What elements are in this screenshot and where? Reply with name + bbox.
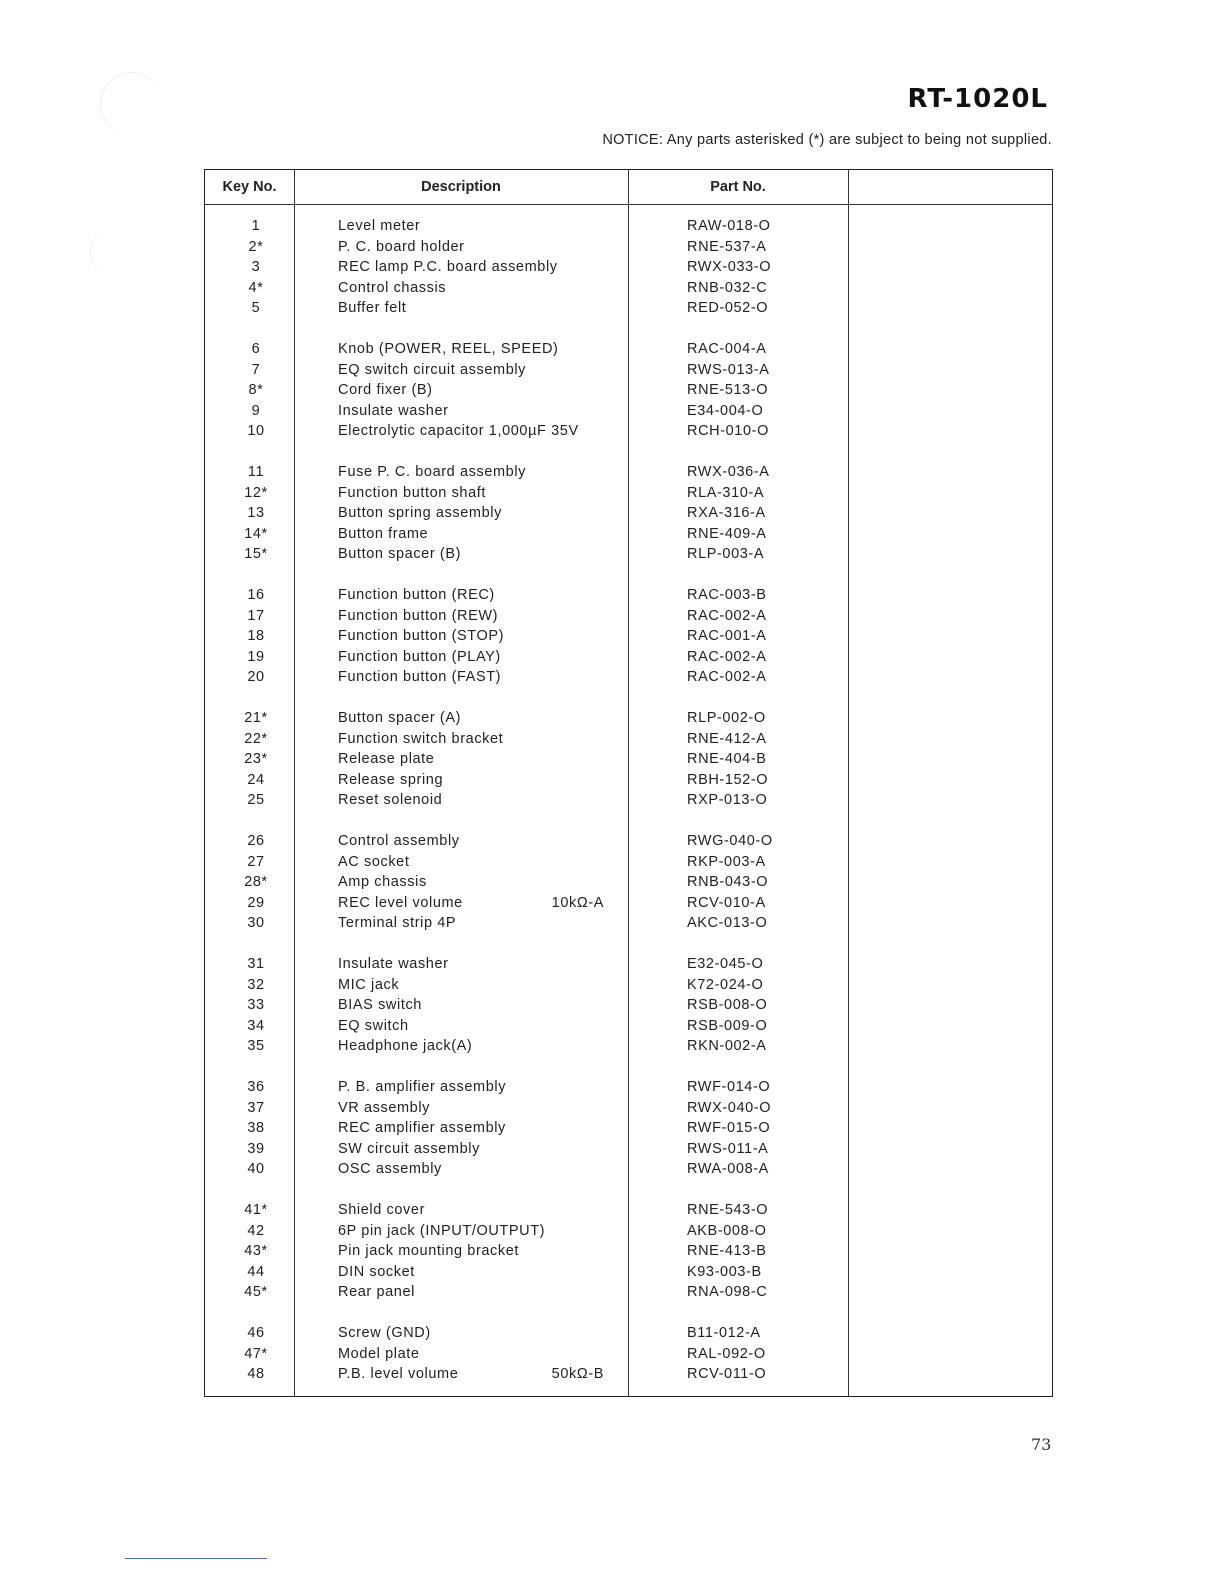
description: DIN socket [338, 1263, 415, 1280]
part-number: RWX-033-O [687, 259, 772, 275]
table-row [205, 1241, 1052, 1262]
part-number: E34-004-O [687, 402, 764, 419]
row-group [205, 954, 1052, 1057]
description: Pin jack mounting bracket [338, 1243, 520, 1259]
table-row [205, 1036, 1052, 1057]
key-number: 39 [247, 1140, 265, 1157]
part-number: RAC-002-A [687, 669, 767, 685]
key-number: 19 [247, 648, 265, 665]
description: P. C. board holder [338, 238, 465, 255]
part-number: RKN-002-A [687, 1038, 767, 1054]
table-row [205, 831, 1052, 852]
description: VR assembly [338, 1099, 431, 1116]
table-row [205, 544, 1052, 565]
part-number: RNB-032-C [687, 279, 768, 296]
table-row [205, 913, 1052, 934]
footer-rule [125, 1558, 267, 1559]
notice-text: NOTICE: Any parts asterisked (*) are subject to being not supplied. [602, 132, 1052, 148]
part-number: RED-052-O [687, 300, 769, 316]
description: Knob (POWER, REEL, SPEED) [338, 341, 559, 357]
row-group [205, 831, 1052, 934]
table-row [205, 524, 1052, 545]
table-body [205, 216, 1052, 1405]
part-number: RLP-003-A [687, 546, 765, 562]
table-row [205, 667, 1052, 688]
description: BIAS switch [338, 997, 422, 1013]
table-row [205, 647, 1052, 668]
description: EQ switch [338, 1017, 409, 1034]
table-row [205, 770, 1052, 791]
table-row [205, 1323, 1052, 1344]
table-row [205, 975, 1052, 996]
description: Button spring assembly [338, 505, 502, 521]
key-number: 27 [247, 853, 265, 870]
description: P. B. amplifier assembly [338, 1079, 507, 1095]
description: Terminal strip 4P [338, 915, 457, 931]
scan-artifact [100, 72, 163, 135]
part-number: K93-003-B [687, 1263, 762, 1280]
table-row [205, 380, 1052, 401]
key-number: 12* [244, 484, 268, 501]
part-number: RNE-513-O [687, 382, 769, 398]
key-number: 7 [251, 361, 261, 378]
table-row [205, 729, 1052, 750]
description: MIC jack [338, 976, 400, 993]
key-number: 38 [247, 1120, 265, 1136]
table-row [205, 1200, 1052, 1221]
key-number: 40 [247, 1161, 265, 1177]
key-number: 32 [247, 976, 265, 993]
description: Level meter [338, 218, 421, 234]
description: REC lamp P.C. board assembly [338, 259, 558, 275]
part-number: RCV-010-A [687, 894, 766, 911]
table-row [205, 503, 1052, 524]
key-number: 20 [247, 669, 265, 685]
key-number: 6 [251, 341, 261, 357]
key-number: 11 [247, 464, 265, 480]
description: Function button shaft [338, 484, 487, 501]
description: REC level volume [338, 894, 463, 911]
description: Insulate washer [338, 402, 449, 419]
header-part-no: Part No. [710, 179, 766, 195]
description: Electrolytic capacitor 1,000µF 35V [338, 423, 579, 439]
row-group [205, 462, 1052, 565]
description: Insulate washer [338, 956, 449, 972]
table-row [205, 1344, 1052, 1365]
table-row [205, 237, 1052, 258]
key-number: 43* [244, 1243, 268, 1259]
key-number: 31 [247, 956, 265, 972]
description: Function button (PLAY) [338, 648, 501, 665]
table-row [205, 1098, 1052, 1119]
table-row [205, 483, 1052, 504]
part-number: RCH-010-O [687, 423, 769, 439]
key-number: 25 [247, 792, 265, 808]
description: Control assembly [338, 833, 460, 849]
header-key-no: Key No. [222, 179, 277, 195]
part-number: K72-024-O [687, 976, 764, 993]
table-row [205, 1364, 1052, 1385]
key-number: 21* [244, 710, 268, 726]
description: Model plate [338, 1345, 420, 1362]
part-number: RWX-036-A [687, 464, 770, 480]
table-row [205, 216, 1052, 237]
part-number: RWA-008-A [687, 1161, 769, 1177]
table-row [205, 606, 1052, 627]
table-row [205, 1159, 1052, 1180]
key-number: 17 [247, 607, 265, 624]
description: Cord fixer (B) [338, 382, 433, 398]
description: Function button (REC) [338, 587, 495, 603]
part-number: RKP-003-A [687, 853, 766, 870]
description: SW circuit assembly [338, 1140, 480, 1157]
key-number: 13 [247, 505, 265, 521]
table-row [205, 749, 1052, 770]
part-number: RAC-002-A [687, 648, 767, 665]
description: Control chassis [338, 279, 447, 296]
key-number: 1 [251, 218, 261, 234]
key-number: 16 [247, 587, 265, 603]
table-row [205, 708, 1052, 729]
part-number: RLA-310-A [687, 484, 765, 501]
row-group [205, 1077, 1052, 1180]
part-number: RAW-018-O [687, 218, 771, 234]
description: Function button (FAST) [338, 669, 502, 685]
part-number: RLP-002-O [687, 710, 766, 726]
part-number: RNE-412-A [687, 730, 767, 747]
description: OSC assembly [338, 1161, 442, 1177]
table-row [205, 1221, 1052, 1242]
key-number: 4* [248, 279, 264, 296]
part-number: RNE-404-B [687, 751, 767, 767]
key-number: 48 [247, 1366, 265, 1382]
description: Headphone jack(A) [338, 1038, 473, 1054]
rating: 10kΩ-A [551, 894, 604, 911]
part-number: RNE-409-A [687, 525, 767, 542]
header-divider [205, 204, 1052, 205]
part-number: E32-045-O [687, 956, 764, 972]
table-row [205, 1118, 1052, 1139]
part-number: AKC-013-O [687, 915, 768, 931]
key-number: 45* [244, 1284, 268, 1300]
part-number: RXP-013-O [687, 792, 768, 808]
row-group [205, 1200, 1052, 1303]
model-number: RT-1020L [907, 84, 1048, 114]
description: Button frame [338, 525, 429, 542]
description: Release spring [338, 771, 444, 788]
row-group [205, 216, 1052, 319]
key-number: 2* [248, 238, 264, 255]
part-number: RAC-001-A [687, 628, 767, 644]
part-number: RXA-316-A [687, 505, 766, 521]
table-row [205, 360, 1052, 381]
part-number: RNE-413-B [687, 1243, 767, 1259]
table-row [205, 1282, 1052, 1303]
scan-artifact [90, 232, 121, 272]
part-number: RWF-015-O [687, 1120, 771, 1136]
table-row [205, 585, 1052, 606]
row-group [205, 1323, 1052, 1385]
key-number: 34 [247, 1017, 265, 1034]
table-row [205, 1139, 1052, 1160]
part-number: RNB-043-O [687, 874, 769, 890]
description: Button spacer (B) [338, 546, 462, 562]
description: 6P pin jack (INPUT/OUTPUT) [338, 1222, 546, 1239]
description: Shield cover [338, 1202, 425, 1218]
part-number: RNE-543-O [687, 1202, 769, 1218]
part-number: RWX-040-O [687, 1099, 772, 1116]
description: AC socket [338, 853, 410, 870]
table-row [205, 421, 1052, 442]
description: Rear panel [338, 1284, 415, 1300]
description: Reset solenoid [338, 792, 443, 808]
part-number: RAL-092-O [687, 1345, 766, 1362]
part-number: RBH-152-O [687, 771, 769, 788]
part-number: RWF-014-O [687, 1079, 771, 1095]
part-number: RWS-013-A [687, 361, 770, 378]
description: Function button (REW) [338, 607, 499, 624]
key-number: 28* [244, 874, 268, 890]
rating: 50kΩ-B [551, 1366, 604, 1382]
description: REC amplifier assembly [338, 1120, 506, 1136]
key-number: 9 [251, 402, 261, 419]
description: Function switch bracket [338, 730, 504, 747]
table-row [205, 626, 1052, 647]
table-row [205, 893, 1052, 914]
table-row [205, 790, 1052, 811]
key-number: 36 [247, 1079, 265, 1095]
key-number: 47* [244, 1345, 268, 1362]
table-row [205, 298, 1052, 319]
row-group [205, 339, 1052, 442]
key-number: 5 [251, 300, 261, 316]
key-number: 14* [244, 525, 268, 542]
row-group [205, 585, 1052, 688]
table-row [205, 257, 1052, 278]
table-row [205, 1262, 1052, 1283]
part-number: RWG-040-O [687, 833, 773, 849]
header-description: Description [421, 179, 501, 195]
key-number: 18 [247, 628, 265, 644]
key-number: 15* [244, 546, 268, 562]
part-number: RAC-004-A [687, 341, 767, 357]
page-number: 73 [1031, 1435, 1052, 1454]
table-row [205, 401, 1052, 422]
description: Function button (STOP) [338, 628, 505, 644]
table-row [205, 1077, 1052, 1098]
description: Button spacer (A) [338, 710, 462, 726]
part-number: RNE-537-A [687, 238, 767, 255]
description: Amp chassis [338, 874, 427, 890]
part-number: B11-012-A [687, 1325, 761, 1341]
key-number: 42 [247, 1222, 265, 1239]
key-number: 26 [247, 833, 265, 849]
part-number: RWS-011-A [687, 1140, 769, 1157]
part-number: RAC-003-B [687, 587, 767, 603]
key-number: 29 [247, 894, 265, 911]
part-number: RSB-009-O [687, 1017, 768, 1034]
table-row [205, 339, 1052, 360]
table-row [205, 852, 1052, 873]
key-number: 37 [247, 1099, 265, 1116]
parts-table [204, 169, 1053, 1397]
key-number: 24 [247, 771, 265, 788]
key-number: 44 [247, 1263, 265, 1280]
row-group [205, 708, 1052, 811]
key-number: 46 [247, 1325, 265, 1341]
key-number: 10 [247, 423, 265, 439]
description: P.B. level volume [338, 1366, 459, 1382]
part-number: RNA-098-C [687, 1284, 768, 1300]
key-number: 8* [248, 382, 264, 398]
table-row [205, 1016, 1052, 1037]
table-row [205, 995, 1052, 1016]
key-number: 41* [244, 1202, 268, 1218]
table-row [205, 954, 1052, 975]
key-number: 3 [251, 259, 261, 275]
part-number: RSB-008-O [687, 997, 768, 1013]
description: EQ switch circuit assembly [338, 361, 527, 378]
key-number: 22* [244, 730, 268, 747]
key-number: 35 [247, 1038, 265, 1054]
key-number: 33 [247, 997, 265, 1013]
part-number: AKB-008-O [687, 1222, 767, 1239]
table-row [205, 462, 1052, 483]
part-number: RAC-002-A [687, 607, 767, 624]
table-row [205, 872, 1052, 893]
key-number: 30 [247, 915, 265, 931]
table-row [205, 278, 1052, 299]
description: Release plate [338, 751, 435, 767]
key-number: 23* [244, 751, 268, 767]
description: Buffer felt [338, 300, 407, 316]
description: Fuse P. C. board assembly [338, 464, 527, 480]
part-number: RCV-011-O [687, 1366, 767, 1382]
description: Screw (GND) [338, 1325, 431, 1341]
